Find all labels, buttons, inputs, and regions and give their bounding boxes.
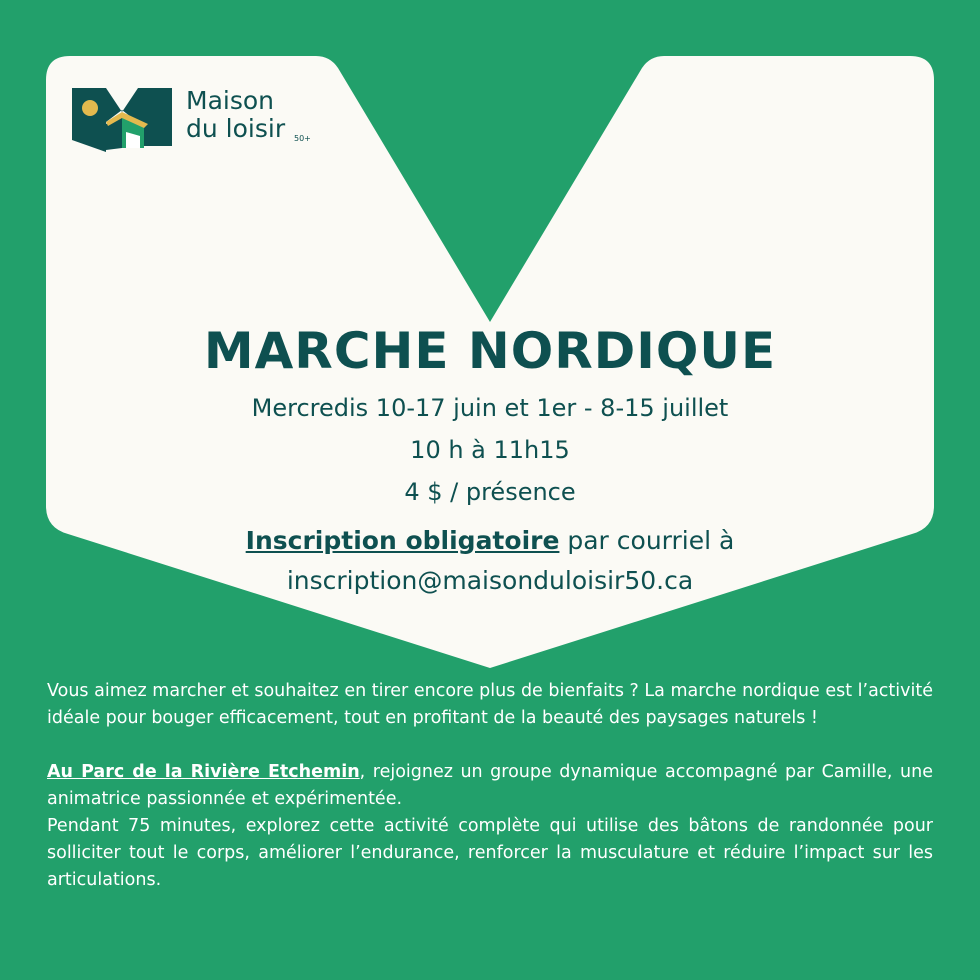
event-price: 4 $ / présence <box>404 478 576 506</box>
registration-required-link[interactable]: Inscription obligatoire <box>245 526 560 555</box>
description-paragraph-3: Pendant 75 minutes, explorez cette activité complète qui utilise des bâtons de randonnée pour solliciter tout le corps, améliorer l’endurance, renforcer la musculature et réduire l’impact sur les articulations. <box>47 816 933 890</box>
description-paragraph-2 <box>47 759 933 813</box>
park-name-link[interactable]: Au Parc de la Rivière Etchemin <box>47 762 360 782</box>
maison-logo-icon <box>72 86 172 152</box>
event-hours: 10 h à 11h15 <box>410 436 570 464</box>
logo-line-du-loisir: du loisir <box>186 114 286 143</box>
description <box>47 678 933 894</box>
registration-email[interactable]: inscription@maisonduloisir50.ca <box>286 566 694 595</box>
registration-text: par courriel à <box>559 526 735 555</box>
paragraph-2-text: , rejoignez un groupe dynamique accompagné par Camille, une animatrice passionnée et expérimentée. <box>47 762 933 809</box>
event-dates: Mercredis 10-17 juin et 1er - 8-15 juillet <box>251 394 729 422</box>
event-title: MARCHE NORDIQUE <box>203 322 777 380</box>
logo-line-maison: Maison <box>186 86 275 115</box>
logo <box>72 86 332 156</box>
logo-age-badge: 50+ <box>294 134 311 143</box>
description-paragraph-1: Vous aimez marcher et souhaitez en tirer encore plus de bienfaits ? La marche nordique est l’activité idéale pour bouger efficacement, tout en profitant de la beauté des paysages naturels ! <box>47 681 933 728</box>
registration-line <box>0 526 980 555</box>
